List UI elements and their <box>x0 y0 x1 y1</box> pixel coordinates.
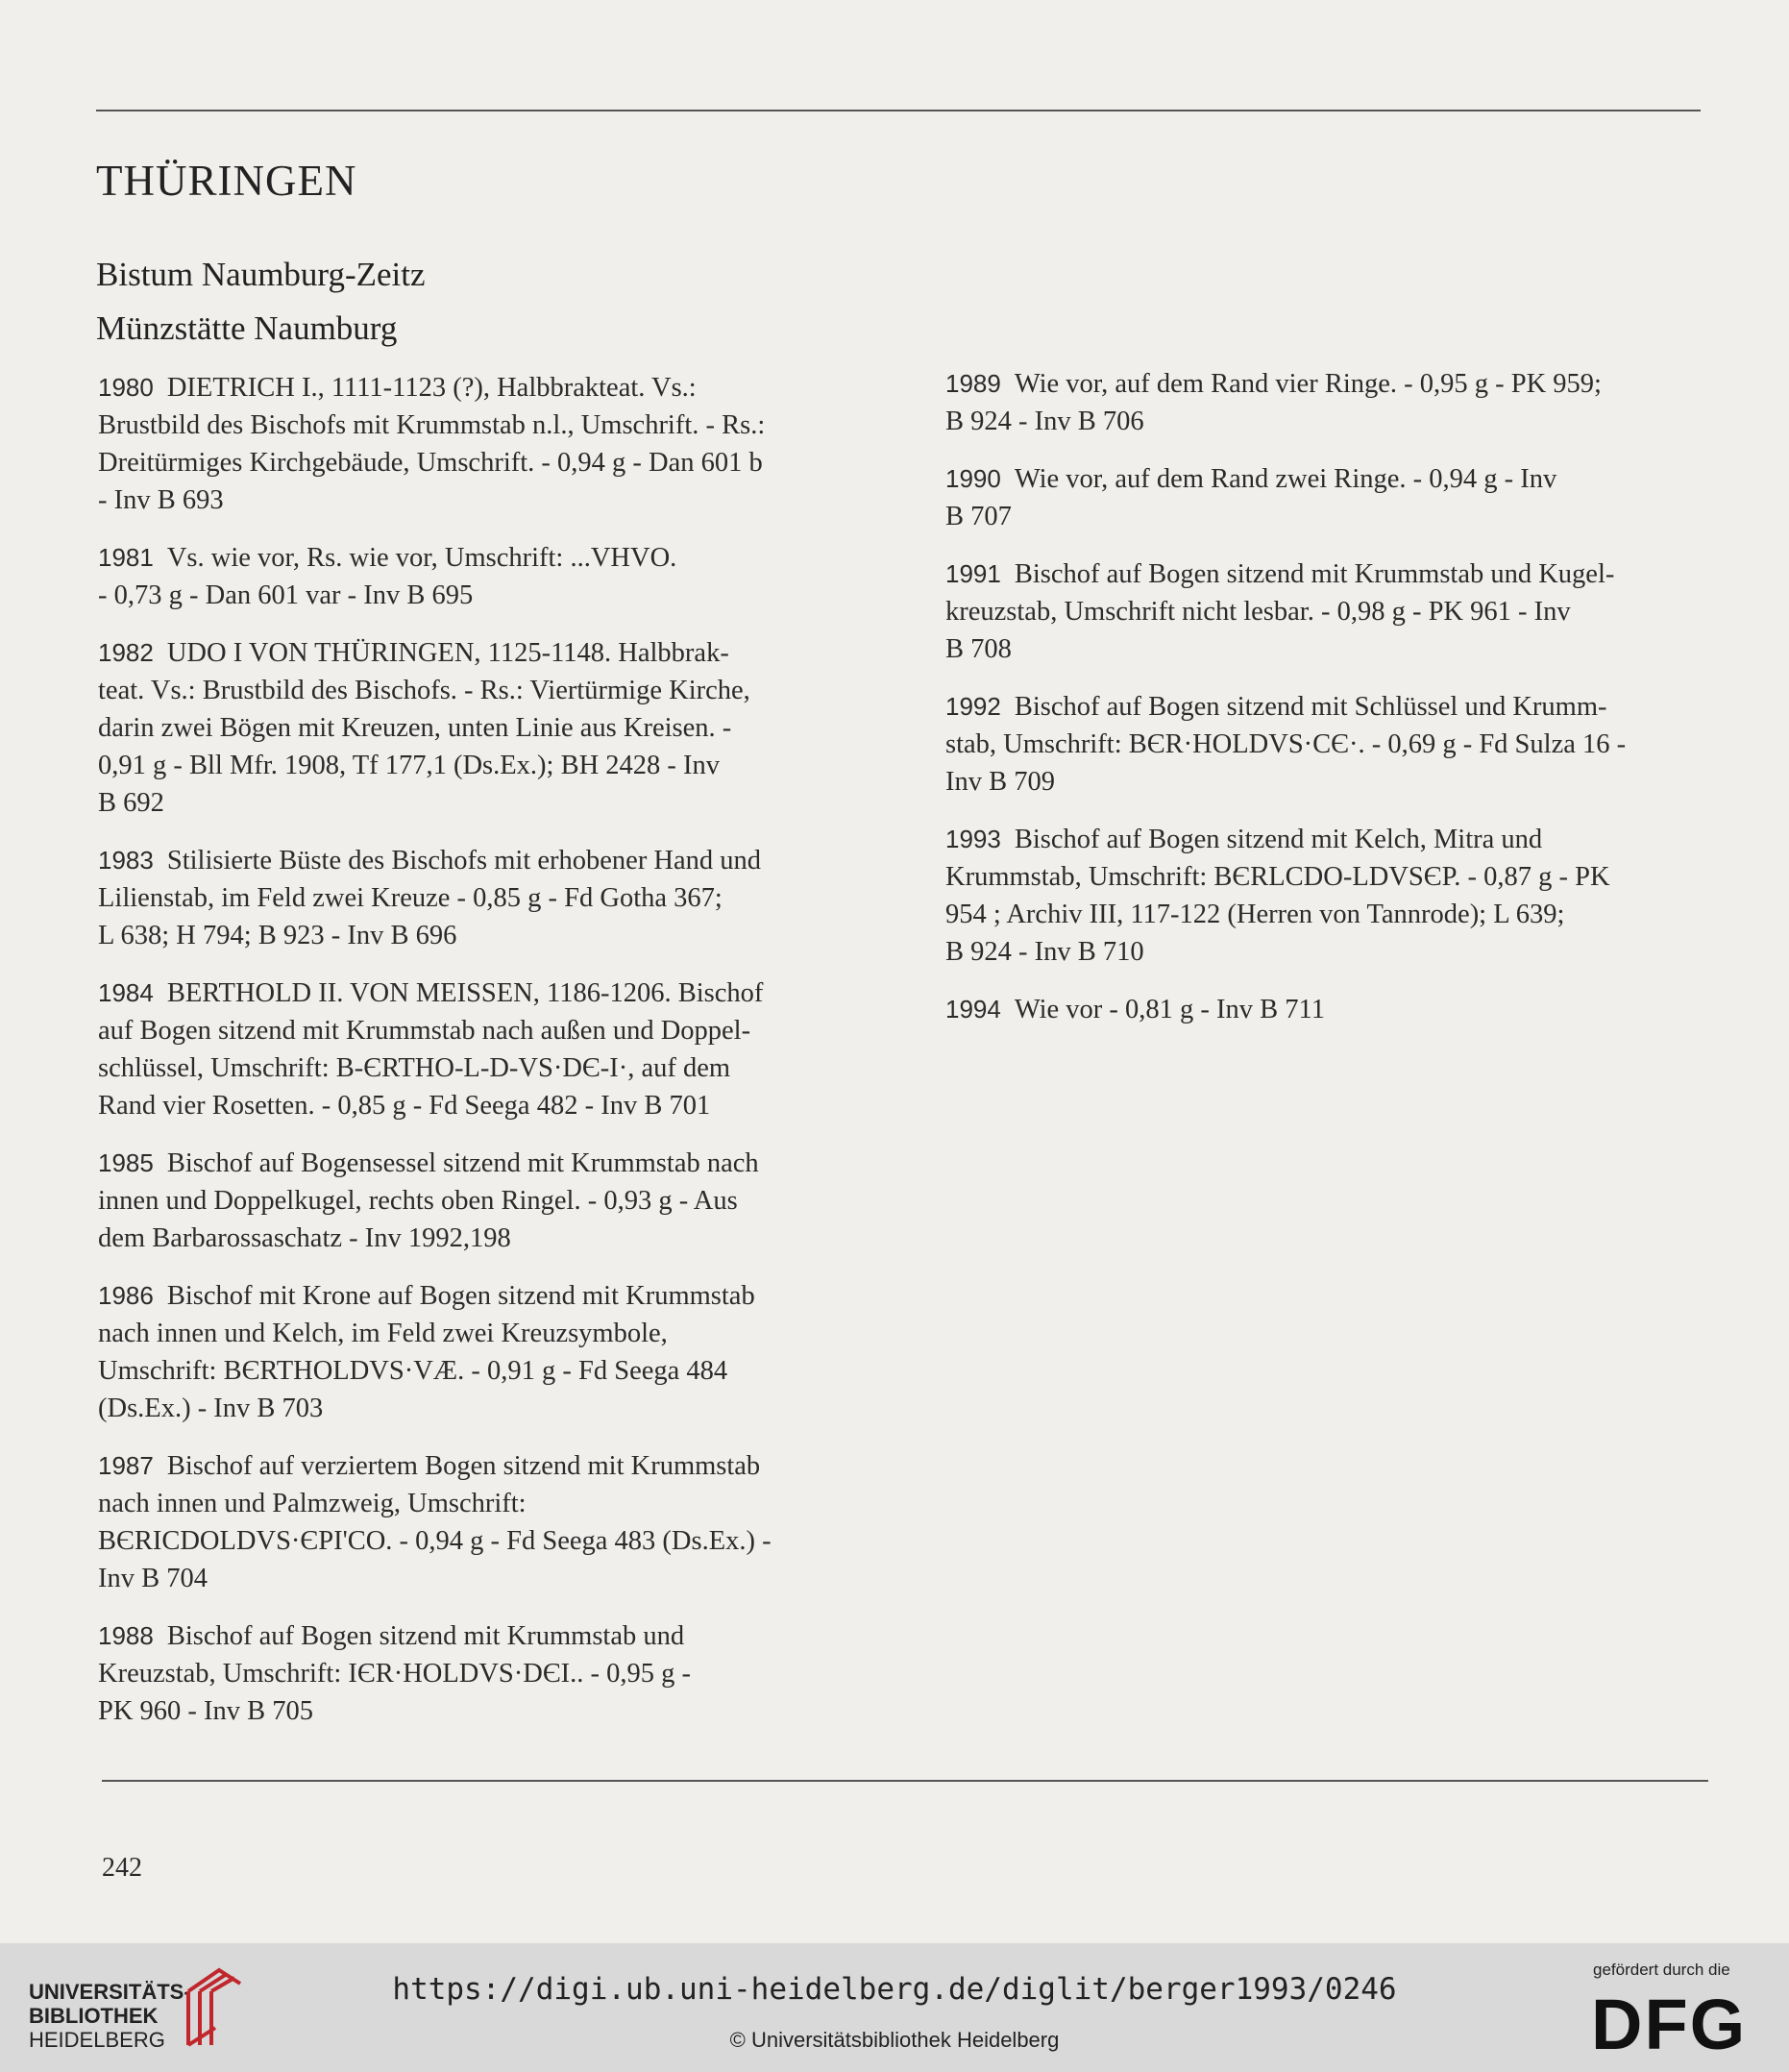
entry-text: B 924 - Inv B 710 <box>945 937 1144 967</box>
catalog-entry <box>98 634 847 822</box>
entry-number: 1991 <box>945 559 1001 588</box>
entry-number: 1990 <box>945 464 1001 493</box>
library-line: HEIDELBERG <box>29 2028 165 2052</box>
catalog-entry <box>98 1277 847 1427</box>
entry-line <box>98 539 847 577</box>
entry-text: Wie vor, auf dem Rand zwei Ringe. - 0,94 g - Inv <box>1014 464 1557 494</box>
entry-number: 1987 <box>98 1451 154 1480</box>
top-rule <box>96 110 1701 111</box>
permalink-url[interactable]: https://digi.ub.uni-heidelberg.de/diglit/berger1993/0246 <box>392 1972 1397 2007</box>
entry-text: kreuzstab, Umschrift nicht lesbar. - 0,98 g - PK 961 - Inv <box>945 597 1571 627</box>
entry-text: BЄRICDOLDVS·ЄPI'CO. - 0,94 g - Fd Seega 483 (Ds.Ex.) - <box>98 1526 772 1556</box>
catalog-entry <box>98 539 847 614</box>
entry-line <box>98 1692 847 1730</box>
entry-line <box>98 1617 847 1655</box>
entry-line <box>98 634 847 672</box>
entry-number: 1982 <box>98 638 154 667</box>
entry-text: Bischof auf Bogensessel sitzend mit Krummstab nach <box>166 1148 759 1178</box>
entry-line <box>945 555 1704 593</box>
entry-line <box>98 1049 847 1087</box>
library-line: BIBLIOTHEK <box>29 2004 159 2028</box>
entry-line <box>98 1447 847 1485</box>
entry-number: 1989 <box>945 369 1001 398</box>
entry-line <box>945 593 1704 630</box>
catalog-entry <box>945 821 1704 971</box>
catalog-entry <box>98 974 847 1124</box>
entry-line <box>98 1315 847 1352</box>
entry-line <box>945 688 1704 726</box>
entry-text: B 924 - Inv B 706 <box>945 407 1144 436</box>
entry-text: dem Barbarossaschatz - Inv 1992,198 <box>98 1223 511 1253</box>
entry-text: auf Bogen sitzend mit Krummstab nach außen und Doppel- <box>98 1016 751 1046</box>
entry-line <box>98 1485 847 1522</box>
catalog-entry <box>945 460 1704 535</box>
entry-number: 1983 <box>98 846 154 875</box>
dfg-logo[interactable]: DFG <box>1591 1985 1748 2064</box>
entry-text: Inv B 704 <box>98 1564 208 1593</box>
entry-text: Brustbild des Bischofs mit Krummstab n.l., Umschrift. - Rs.: <box>98 410 766 440</box>
entry-line <box>945 858 1704 896</box>
page-title: THÜRINGEN <box>96 157 357 205</box>
entry-text: nach innen und Palmzweig, Umschrift: <box>98 1489 527 1518</box>
entry-line <box>945 498 1704 535</box>
entry-text: Stilisierte Büste des Bischofs mit erhobener Hand und <box>166 846 762 876</box>
entry-text: Inv B 709 <box>945 767 1055 797</box>
entry-line <box>98 481 847 519</box>
bottom-rule <box>102 1780 1708 1782</box>
entry-text: 954 ; Archiv III, 117-122 (Herren von Tannrode); L 639; <box>945 900 1565 929</box>
catalog-entry <box>98 369 847 519</box>
entry-text: Bischof auf Bogen sitzend mit Schlüssel und Krumm- <box>1014 692 1607 722</box>
entry-number: 1980 <box>98 373 154 402</box>
entry-number: 1992 <box>945 692 1001 721</box>
entry-line <box>945 365 1704 403</box>
entry-line <box>98 444 847 481</box>
entry-number: 1981 <box>98 543 154 572</box>
entry-line <box>945 991 1704 1028</box>
entry-number: 1988 <box>98 1621 154 1650</box>
copyright-notice: © Universitätsbibliothek Heidelberg <box>729 2028 1060 2052</box>
entry-line <box>98 917 847 954</box>
entry-line <box>98 672 847 709</box>
entry-text: B 692 <box>98 788 164 818</box>
catalog-entry <box>945 991 1704 1028</box>
entry-text: - 0,73 g - Dan 601 var - Inv B 695 <box>98 580 474 610</box>
entry-line <box>98 1560 847 1597</box>
entry-line <box>98 974 847 1012</box>
entry-text: L 638; H 794; B 923 - Inv B 696 <box>98 921 457 950</box>
subsection-heading: Münzstätte Naumburg <box>96 309 398 347</box>
entry-line <box>945 403 1704 440</box>
entry-text: Wie vor, auf dem Rand vier Ringe. - 0,95 g - PK 959; <box>1014 369 1602 399</box>
sponsor-caption: gefördert durch die <box>1593 1961 1730 1979</box>
entry-text: B 707 <box>945 502 1012 531</box>
entry-line <box>98 1012 847 1049</box>
entry-text: stab, Umschrift: BЄR·HOLDVS·CЄ·. - 0,69 g - Fd Sulza 16 - <box>945 729 1627 759</box>
entry-line <box>98 1277 847 1315</box>
catalog-entry <box>98 1145 847 1257</box>
entry-line <box>98 879 847 917</box>
entry-text: BERTHOLD II. VON MEISSEN, 1186-1206. Bischof <box>166 978 764 1008</box>
entry-line <box>98 577 847 614</box>
entry-line <box>98 1390 847 1427</box>
page-number: 242 <box>102 1853 142 1883</box>
entry-text: DIETRICH I., 1111-1123 (?), Halbbrakteat. Vs.: <box>166 373 697 403</box>
entry-line <box>945 630 1704 668</box>
entry-text: (Ds.Ex.) - Inv B 703 <box>98 1394 324 1423</box>
entry-line <box>98 747 847 784</box>
entry-text: Lilienstab, im Feld zwei Kreuze - 0,85 g - Fd Gotha 367; <box>98 883 723 913</box>
entry-text: nach innen und Kelch, im Feld zwei Kreuzsymbole, <box>98 1319 668 1348</box>
entry-text: 0,91 g - Bll Mfr. 1908, Tf 177,1 (Ds.Ex.); BH 2428 - Inv <box>98 751 721 780</box>
entry-text: Kreuzstab, Umschrift: IЄR·HOLDVS·DЄI.. - 0,95 g - <box>98 1659 692 1689</box>
entry-text: Bischof auf verziertem Bogen sitzend mit Krummstab <box>166 1451 761 1481</box>
entry-text: Dreitürmiges Kirchgebäude, Umschrift. - 0,94 g - Dan 601 b <box>98 448 763 478</box>
entry-text: - Inv B 693 <box>98 485 224 515</box>
left-column <box>98 369 847 1750</box>
entry-number: 1984 <box>98 978 154 1007</box>
entry-text: Bischof auf Bogen sitzend mit Krummstab und Kugel- <box>1014 559 1615 589</box>
catalog-entry <box>98 1617 847 1730</box>
entry-text: PK 960 - Inv B 705 <box>98 1696 314 1726</box>
viewer-footer <box>0 1943 1789 2072</box>
entry-line <box>98 369 847 407</box>
catalog-entry <box>945 555 1704 668</box>
entry-line <box>98 842 847 879</box>
entry-line <box>945 896 1704 933</box>
entry-line <box>98 1145 847 1182</box>
entry-text: Krummstab, Umschrift: BЄRLCDO-LDVSЄP. - 0,87 g - PK <box>945 862 1610 892</box>
entry-text: Wie vor - 0,81 g - Inv B 711 <box>1014 995 1325 1024</box>
entry-number: 1993 <box>945 825 1001 853</box>
entry-line <box>98 1522 847 1560</box>
entry-line <box>98 784 847 822</box>
right-column <box>945 365 1704 1048</box>
entry-number: 1994 <box>945 995 1001 1024</box>
entry-line <box>98 1655 847 1692</box>
entry-text: innen und Doppelkugel, rechts oben Ringel. - 0,93 g - Aus <box>98 1186 738 1216</box>
entry-text: Rand vier Rosetten. - 0,85 g - Fd Seega 482 - Inv B 701 <box>98 1091 711 1121</box>
entry-text: darin zwei Bögen mit Kreuzen, unten Linie aus Kreisen. - <box>98 713 732 743</box>
entry-line <box>98 1087 847 1124</box>
entry-line <box>98 407 847 444</box>
catalog-entry <box>945 365 1704 440</box>
catalog-entry <box>98 1447 847 1597</box>
entry-text: Bischof mit Krone auf Bogen sitzend mit Krummstab <box>166 1281 755 1311</box>
entry-line <box>945 933 1704 971</box>
entry-line <box>98 1352 847 1390</box>
entry-line <box>98 1182 847 1220</box>
section-heading: Bistum Naumburg-Zeitz <box>96 256 426 293</box>
entry-line <box>945 460 1704 498</box>
entry-line <box>945 821 1704 858</box>
entry-text: Umschrift: BЄRTHOLDVS·VÆ. - 0,91 g - Fd Seega 484 <box>98 1356 728 1386</box>
catalog-entry <box>945 688 1704 801</box>
entry-line <box>98 709 847 747</box>
entry-text: B 708 <box>945 634 1012 664</box>
entry-text: teat. Vs.: Brustbild des Bischofs. - Rs.: Viertürmige Kirche, <box>98 676 750 705</box>
entry-text: Vs. wie vor, Rs. wie vor, Umschrift: ...VHVO. <box>166 543 677 573</box>
entry-text: Bischof auf Bogen sitzend mit Kelch, Mitra und <box>1014 825 1543 854</box>
entry-text: UDO I VON THÜRINGEN, 1125-1148. Halbbrak- <box>166 638 729 668</box>
entry-text: schlüssel, Umschrift: B-ЄRTHO-L-D-VS·DЄ-I·, auf dem <box>98 1053 731 1083</box>
entry-number: 1986 <box>98 1281 154 1310</box>
entry-line <box>945 726 1704 763</box>
entry-line <box>98 1220 847 1257</box>
entry-line <box>945 763 1704 801</box>
entry-number: 1985 <box>98 1148 154 1177</box>
library-line: UNIVERSITÄTS- <box>29 1980 191 2004</box>
catalog-entry <box>98 842 847 954</box>
entry-text: Bischof auf Bogen sitzend mit Krummstab und <box>166 1621 685 1651</box>
